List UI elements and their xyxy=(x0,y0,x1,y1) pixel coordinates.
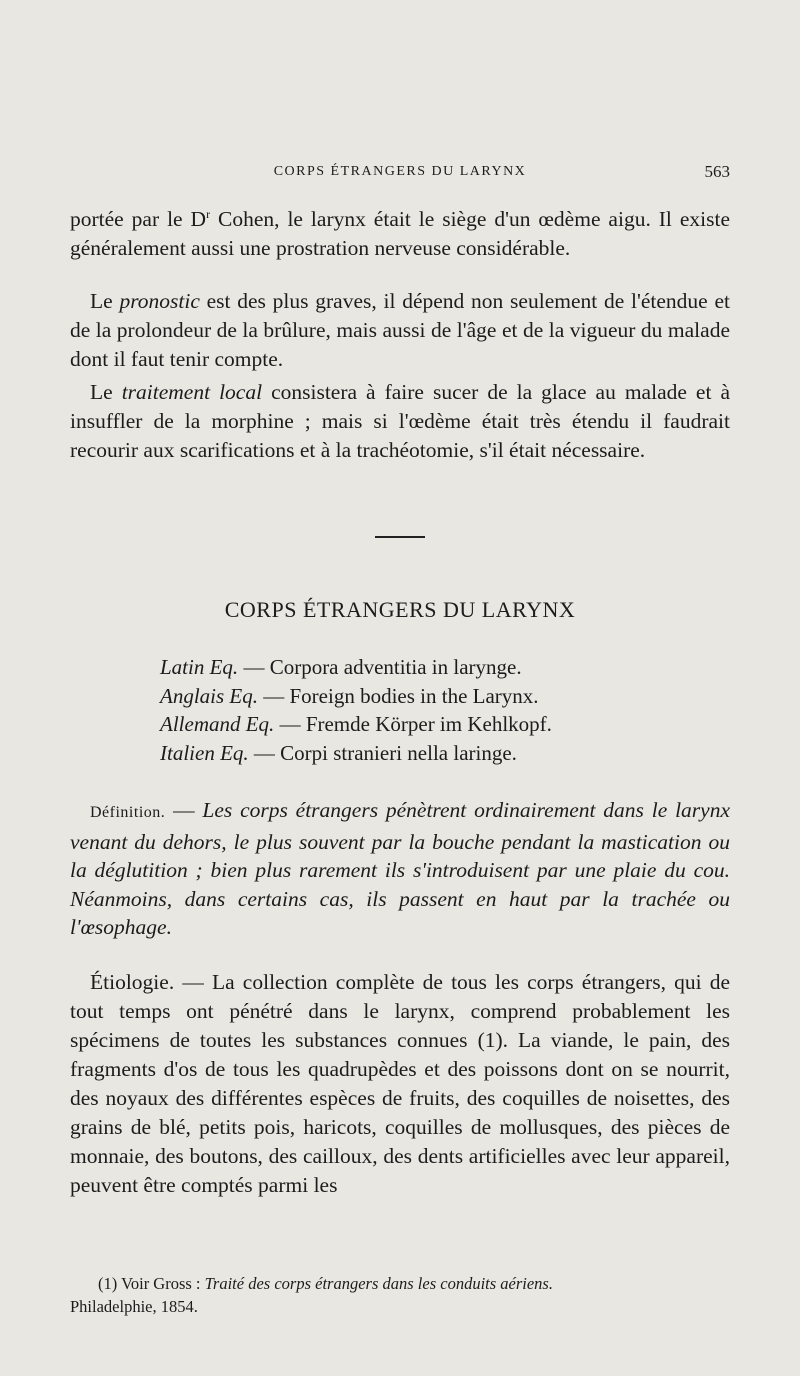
paragraph-prognosis xyxy=(70,287,730,374)
synonym-german xyxy=(160,710,720,739)
running-title: CORPS ÉTRANGERS DU LARYNX xyxy=(273,164,527,179)
paragraph-etiology xyxy=(70,968,730,1200)
synonym-text: — Foreign bodies in the Larynx. xyxy=(258,683,539,708)
text-run: portée par le D xyxy=(70,207,207,232)
text-run: est des plus graves, il dépend non seulement de l'étendue et de la prolondeur de la brûlure, mais aussi de l'âge et de la vigueur du malade dont il faut tenir compte. xyxy=(70,289,730,371)
footnote-title: Traité des corps étrangers dans les conduits aériens. xyxy=(204,1274,553,1293)
section-heading: CORPS ÉTRANGERS DU LARYNX xyxy=(224,597,576,622)
definition-text: Les corps étrangers pénètrent ordinairement dans le larynx venant du dehors, le plus souvent par la bouche pendant la mastication ou la déglutition ; bien plus rarement ils s'introduisent par une plaie du cou. Néanmoins, dans certains cas, ils passent en haut par la trachée ou l'œsophage. xyxy=(70,798,730,939)
synonym-text: — Corpi stranieri nella laringe. xyxy=(248,740,517,765)
superscript: r xyxy=(206,207,211,221)
synonym-text: — Fremde Körper im Kehlkopf. xyxy=(274,712,552,736)
language-label: Italien Eq. xyxy=(160,740,249,765)
synonym-text: — Corpora adventitia in larynge. xyxy=(238,655,522,679)
synonym-list xyxy=(160,653,720,767)
section-divider xyxy=(375,536,425,538)
language-label: Anglais Eq. xyxy=(160,683,258,708)
synonym-english xyxy=(160,682,720,711)
text-run: (1) Voir Gross : xyxy=(98,1274,205,1293)
language-label: Allemand Eq. xyxy=(160,712,275,736)
text-run: consistera à faire sucer de la glace au malade et à insuffler de la morphine ; mais si l'œdème était très étendu il faudrait recourir aux scarifications et à la trachéotomie, s'il était nécessaire. xyxy=(70,380,730,462)
text-run: Le xyxy=(90,380,122,404)
etiology-text: — La collection complète de tous les corps étrangers, qui de tout temps ont pénétré dans le larynx, comprend probablement les spécimens de toutes les substances connues (1). La viande, le pain, des fragments d'os de tous les quadrupèdes et des poissons dont on se nourrit, des noyaux des différentes espèces de fruits, des coquilles de noisettes, des grains de blé, petits pois, haricots, coquilles de mollusques, des pièces de monnaie, des boutons, des cailloux, des dents artificielles avec leur appareil, peuvent être comptés parmi les xyxy=(70,970,730,1197)
footnote-line-1 xyxy=(70,1272,730,1295)
footnote-line-2: Philadelphie, 1854. xyxy=(70,1297,198,1316)
paragraph-treatment xyxy=(70,378,730,465)
text-run: Cohen, le larynx était le siège d'un œdème aigu. Il existe généralement aussi une prostration nerveuse considérable. xyxy=(70,207,731,261)
italic-term: traitement local xyxy=(121,380,263,404)
footnote xyxy=(70,1272,730,1318)
text-run: Le xyxy=(90,289,120,313)
text-run: — xyxy=(165,798,203,822)
synonym-latin xyxy=(160,653,720,682)
language-label: Latin Eq. xyxy=(160,655,239,679)
paragraph-definition xyxy=(70,796,730,942)
definition-label: Définition. xyxy=(90,804,166,821)
synonym-italian xyxy=(160,739,720,768)
etiology-label: Étiologie. xyxy=(90,970,175,994)
running-header xyxy=(70,162,730,186)
page-number: 563 xyxy=(704,162,730,181)
paragraph-edema xyxy=(70,200,730,263)
italic-term: pronostic xyxy=(119,289,200,313)
